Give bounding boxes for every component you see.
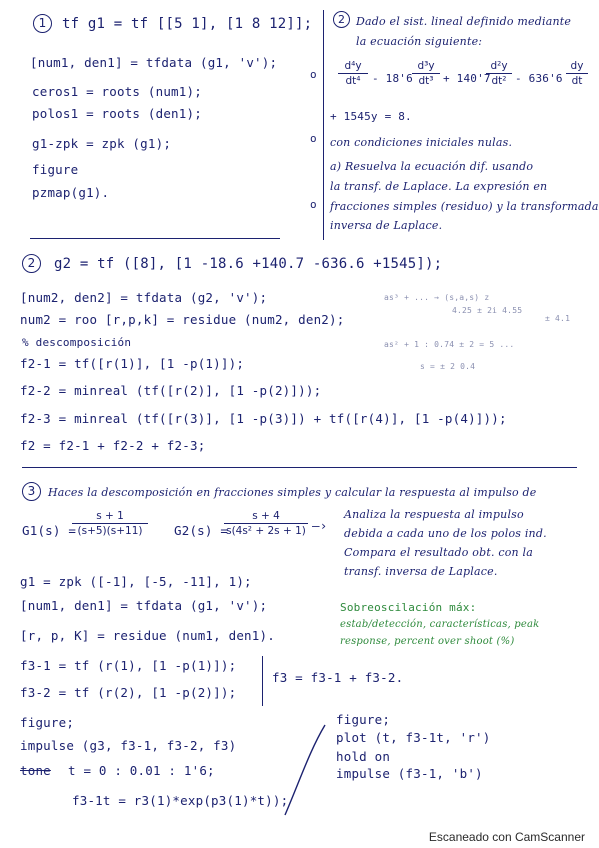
scanner-watermark: Escaneado con CamScanner [428,830,585,844]
exercise2-number: 2 [333,11,350,28]
side-note-1: as³ + ... → (s,a,s) z [384,293,490,302]
g1-denominator: (s+5)(s+11) [77,525,143,537]
section3-task-3: Compara el resultado obt. con la [344,546,533,559]
section3-number: 3 [22,482,41,501]
section1-line-1: tf g1 = tf [[5 1], [1 8 12]]; [62,16,313,32]
eq-tail: + 1545y = 8. [330,110,412,123]
section3-header: Haces la descomposición en fracciones simples y calcular la respuesta al impulso de [48,486,537,499]
section1-line-5: g1-zpk = zpk (g1); [32,136,172,151]
right-code-1: figure; [336,712,391,727]
g2-label: G2(s) = [174,523,229,538]
eq-den-3: dt² [491,75,507,87]
section3-task-2: debida a cada uno de los polos ind. [344,527,547,540]
section3-code-8: impulse (g3, f3-1, f3-2, f3) [20,738,237,753]
eq-num-1: d⁴y [344,60,362,72]
section3-code-6: f3 = f3-1 + f3-2. [272,670,404,685]
section2-line-7: f2-3 = minreal (tf([r(3)], [1 -p(3)]) + tf([r(4)], [1 -p(4)])); [20,411,507,426]
eq-num-2: d³y [417,60,435,72]
section3-code-7: figure; [20,715,75,730]
section3-code-5: f3-2 = tf (r(2), [1 -p(2)]); [20,685,237,700]
section2-line-2: [num2, den2] = tfdata (g2, 'v'); [20,290,268,305]
section2-line-5: f2-1 = tf([r(1)], [1 -p(1)]); [20,356,245,371]
section3-brace [262,656,263,706]
section3-arrow: —› [312,518,328,533]
side-note-2: 4.25 ± 2i 4.55 [452,306,523,315]
section3-code-1: g1 = zpk ([-1], [-5, -11], 1); [20,574,252,589]
g1-fraction [72,510,148,537]
section1-line-2: [num1, den1] = tfdata (g1, 'v'); [30,55,278,70]
eq-term-d2y [486,60,512,87]
exercise2-task-3: fracciones simples (residuo) y la transformada [330,200,599,213]
section1-divider [30,238,280,239]
margin-mark-3: o [310,198,317,211]
section3-code-10: f3-1t = r3(1)*exp(p3(1)*t)); [72,793,289,808]
g2-numerator: s + 4 [252,510,280,522]
g2-denominator: s(4s² + 2s + 1) [226,525,306,537]
section1-number: 1 [33,14,52,33]
margin-mark-2: o [310,132,317,145]
exercise2-conditions: con condiciones iniciales nulas. [330,136,513,149]
side-note-5: s = ± 2 0.4 [420,362,476,371]
section1-line-6: figure [32,162,79,177]
section2-divider [22,467,577,468]
section3-task-4: transf. inversa de Laplace. [344,565,498,578]
section1-line-7: pzmap(g1). [32,185,110,200]
exercise2-task-4: inversa de Laplace. [330,219,443,232]
eq-num-3: d²y [490,60,508,72]
section3-crossed-word: tone [20,763,51,778]
eq-coef-2: + 140'7 [443,72,491,85]
exercise2-task-1: a) Resuelva la ecuación dif. usando [330,160,534,173]
eq-term-d3y [412,60,440,87]
eq-den-4: dt [571,75,583,87]
section1-line-4: polos1 = roots (den1); [32,106,202,121]
section2-number: 2 [22,254,41,273]
section1-line-3: ceros1 = roots (num1); [32,84,202,99]
eq-den-1: dt⁴ [345,75,361,87]
green-line-1: estab/detección, características, peak [340,619,540,630]
margin-mark-1: o [310,68,317,81]
section3-code-3: [r, p, K] = residue (num1, den1). [20,628,275,643]
eq-coef-3: - 636'6 [515,72,563,85]
section3-code-2: [num1, den1] = tfdata (g1, 'v'); [20,598,268,613]
side-note-3: ± 4.1 [545,314,571,323]
section2-line-8: f2 = f2-1 + f2-2 + f2-3; [20,438,206,453]
eq-term-dy [566,60,588,87]
eq-coef-1: - 18'6 [372,72,413,85]
right-code-4: impulse (f3-1, 'b') [336,766,483,781]
section3-code-4: f3-1 = tf (r(1), [1 -p(1)]); [20,658,237,673]
g1-numerator: s + 1 [96,510,124,522]
g2-fraction [224,510,308,537]
right-code-3: hold on [336,749,391,764]
g1-label: G1(s) = [22,523,77,538]
section3-code-9: t = 0 : 0.01 : 1'6; [68,763,215,778]
column-divider [323,10,324,240]
eq-term-d4y [338,60,368,87]
eq-num-4: dy [570,60,584,72]
green-line-2: response, percent over shoot (%) [340,636,515,647]
section3-task-1: Analiza la respuesta al impulso [344,508,524,521]
right-code-2: plot (t, f3-1t, 'r') [336,730,491,745]
exercise2-task-2: la transf. de Laplace. La expresión en [330,180,548,193]
exercise2-intro: Dado el sist. lineal definido mediante la ecuación siguiente: [356,15,572,48]
section3-curve [280,720,340,820]
side-note-4: as² + 1 : 0.74 ± 2 = 5 ... [384,340,515,349]
section2-line-6: f2-2 = minreal (tf([r(2)], [1 -p(2)])); [20,383,322,398]
green-title: Sobreoscilación máx: [340,601,477,614]
section2-line-4: % descomposición [22,336,132,349]
section2-line-3: num2 = roo [r,p,k] = residue (num2, den2); [20,312,345,327]
section2-line-1: g2 = tf ([8], [1 -18.6 +140.7 -636.6 +1545]); [54,256,443,272]
eq-den-2: dt³ [418,75,434,87]
